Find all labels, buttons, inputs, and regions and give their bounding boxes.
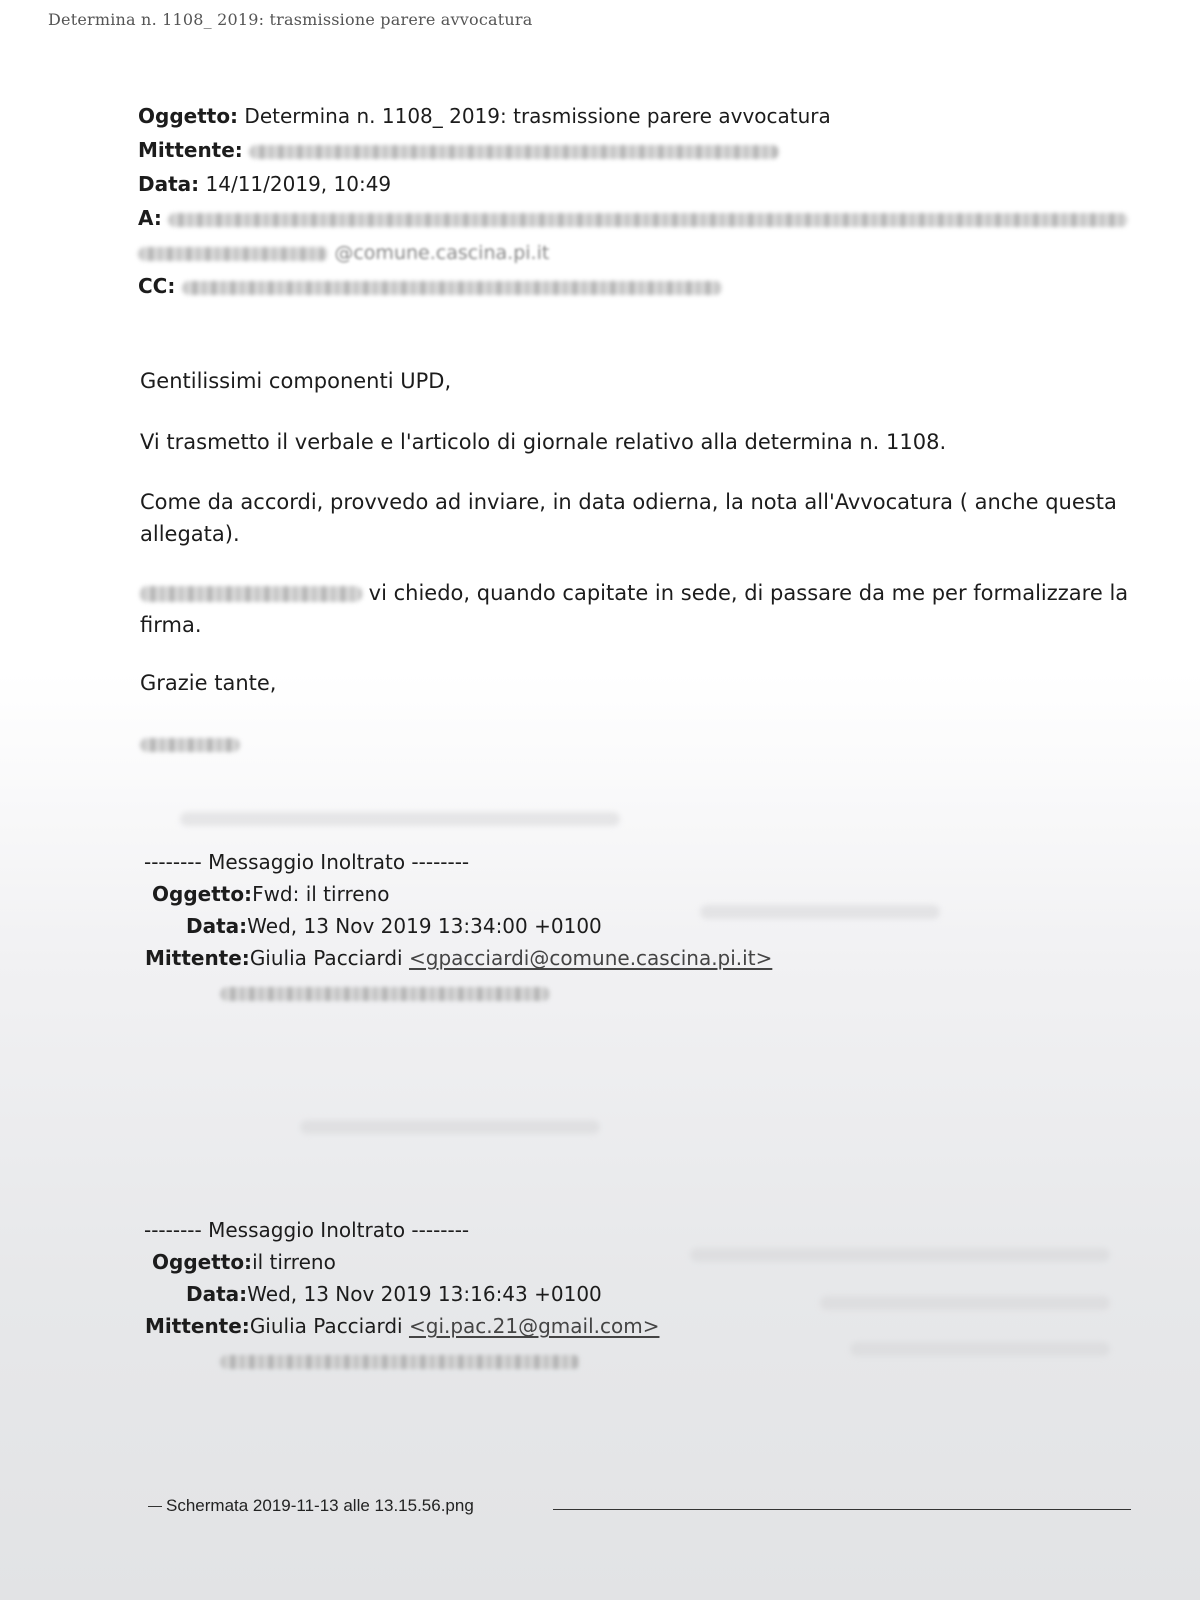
forward-2-sender-email[interactable]: <gi.pac.21@gmail.com>: [408, 1314, 660, 1338]
sender-label: Mittente:: [138, 138, 243, 162]
forward-1-redacted-row: [220, 976, 550, 1008]
body-paragraph-3: [140, 577, 1130, 641]
body-paragraph-3-text: vi chiedo, quando capitate in sede, di passare da me per formalizzare la firma.: [140, 581, 1129, 637]
forward-2-subject: il tirreno: [252, 1250, 336, 1274]
to-label: A:: [138, 206, 162, 230]
header-to-row: [138, 201, 1128, 235]
forward-1-subject: Fwd: il tirreno: [252, 882, 390, 906]
redacted-cc: [182, 281, 722, 295]
body-paragraph-1: Vi trasmetto il verbale e l'articolo di giornale relativo alla determina n. 1108.: [140, 430, 947, 454]
header-cc-row: [138, 269, 722, 303]
forward-2-sender-row: [145, 1310, 659, 1342]
attachment-filename[interactable]: Schermata 2019-11-13 alle 13.15.56.png: [166, 1496, 474, 1515]
forward-2-date-label: Data:: [186, 1282, 248, 1306]
attachment-rule-left: [148, 1506, 162, 1507]
forward-1-date: Wed, 13 Nov 2019 13:34:00 +0100: [247, 914, 602, 938]
forward-1-date-row: [186, 910, 602, 942]
bleed-through-mark: [180, 812, 620, 826]
forward-1-date-label: Data:: [186, 914, 248, 938]
bleed-through-mark: [700, 905, 940, 919]
redacted-recipient: [220, 1355, 580, 1369]
header-subject-row: [138, 99, 831, 133]
forward-2-subject-label: Oggetto:: [152, 1250, 253, 1274]
forward-1-sender-row: [145, 942, 772, 974]
greeting: Gentilissimi componenti UPD,: [140, 369, 452, 393]
date-value: 14/11/2019, 10:49: [205, 172, 392, 196]
subject-label: Oggetto:: [138, 104, 239, 128]
forward-2-separator: -------- Messaggio Inoltrato --------: [144, 1218, 470, 1242]
forward-2-sender-label: Mittente:: [145, 1314, 250, 1338]
bleed-through-mark: [850, 1342, 1110, 1356]
recipient-fragment: @comune.cascina.pi.it: [334, 242, 550, 264]
forward-1-subject-row: [152, 878, 389, 910]
bleed-through-mark: [820, 1296, 1110, 1310]
forward-2-redacted-row: [220, 1344, 580, 1376]
bleed-through-mark: [300, 1120, 600, 1134]
forward-1-sender-email[interactable]: <gpacciardi@comune.cascina.pi.it>: [408, 946, 773, 970]
header-sender-row: [138, 133, 779, 167]
header-date-row: [138, 167, 391, 201]
forward-1-separator: -------- Messaggio Inoltrato --------: [144, 850, 470, 874]
forward-1-subject-label: Oggetto:: [152, 882, 253, 906]
closing: Grazie tante,: [140, 671, 277, 695]
redacted-recipient: [220, 987, 550, 1001]
forward-1-sender-name: Giulia Pacciardi: [249, 946, 409, 970]
body-paragraph-2: Come da accordi, provvedo ad inviare, in data odierna, la nota all'Avvocatura ( anche questa allegata).: [140, 490, 1117, 546]
redacted-signature: [140, 738, 240, 752]
bleed-through-mark: [690, 1248, 1110, 1262]
forward-2-date-row: [186, 1278, 602, 1310]
print-header-title: Determina n. 1108_ 2019: trasmissione parere avvocatura: [48, 10, 533, 29]
date-label: Data:: [138, 172, 200, 196]
header-to-row-cont: [138, 235, 549, 270]
forward-2-date: Wed, 13 Nov 2019 13:16:43 +0100: [247, 1282, 602, 1306]
forward-2-subject-row: [152, 1246, 336, 1278]
signature-row: [140, 728, 1130, 760]
forward-2-sender-name: Giulia Pacciardi: [249, 1314, 409, 1338]
redacted-sender: [249, 145, 779, 159]
forward-1-sender-label: Mittente:: [145, 946, 250, 970]
cc-label: CC:: [138, 274, 176, 298]
redacted-recipients-cont: [138, 247, 328, 261]
redacted-recipients: [168, 213, 1128, 227]
redacted-names: [140, 586, 362, 602]
subject-value: Determina n. 1108_ 2019: trasmissione parere avvocatura: [244, 104, 831, 128]
attachment-rule-right: [553, 1509, 1131, 1510]
